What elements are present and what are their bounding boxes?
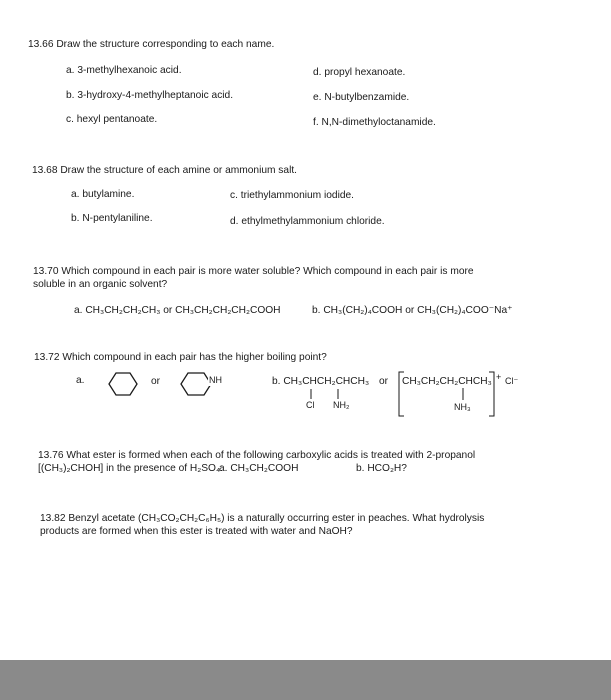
q13-72-or-2: or [379,376,389,387]
q13-70-item-b: b. CH₃(CH₂)₄COOH or CH₃(CH₂)₄COO⁻Na⁺ [312,305,513,316]
q13-72-salt-anion: Cl⁻ [505,376,519,386]
cyclohexane-ring [108,369,138,399]
q13-72-salt-plus: + [496,372,502,382]
q13-72-sub-nh2: NH₂ [333,400,350,410]
q13-76-item-b: b. HCO₂H? [356,463,407,474]
page-footer-band [0,660,611,700]
q13-72-salt-formula: CH₃CH₂CH₂CHCH₃ [402,376,492,387]
q13-82-line1: 13.82 Benzyl acetate (CH₃CO₂CH₂C₆H₅) is a naturally occurring ester in peaches. What hydrolysis [40,513,485,524]
q13-72-salt-nh3: NH₃ [454,402,471,412]
q13-70-item-a: a. CH₃CH₂CH₂CH₃ or CH₃CH₂CH₂CH₂COOH [74,305,281,316]
q13-72-b-formula: b. CH₃CHCH₂CHCH₃ [272,376,370,387]
q13-72-heading: 13.72 Which compound in each pair has the higher boiling point? [34,352,327,363]
q13-66-item-c: c. hexyl pentanoate. [66,114,158,125]
q13-66-item-f: f. N,N-dimethyloctanamide. [313,117,436,128]
q13-66-item-a: a. 3-methylhexanoic acid. [66,65,182,76]
q13-68-item-c: c. triethylammonium iodide. [230,190,354,201]
q13-72-a-label: a. [76,375,85,386]
q13-76-heading-line1: 13.76 What ester is formed when each of the following carboxylic acids is treated with 2-propanol [38,450,476,461]
q13-66-heading: 13.66 Draw the structure corresponding to each name. [28,39,275,50]
q13-68-item-a: a. butylamine. [71,189,135,200]
q13-72-sub-cl: Cl [306,400,315,410]
q13-82-line2: products are formed when this ester is treated with water and NaOH? [40,526,353,537]
q13-68-item-b: b. N-pentylaniline. [71,213,153,224]
q13-68-heading: 13.68 Draw the structure of each amine or ammonium salt. [32,165,297,176]
q13-66-item-b: b. 3-hydroxy-4-methylheptanoic acid. [66,90,234,101]
q13-76-item-a: a. CH₃CH₂COOH [219,463,299,474]
q13-70-heading-line2: soluble in an organic solvent? [33,279,168,290]
q13-72-or-1: or [151,376,161,387]
q13-66-item-e: e. N-butylbenzamide. [313,92,410,103]
q13-70-heading-line1: 13.70 Which compound in each pair is more water soluble? Which compound in each pair is more [33,266,474,277]
q13-68-item-d: d. ethylmethylammonium chloride. [230,216,385,227]
q13-72-nh-label: NH [209,375,222,385]
q13-76-heading-line2: [(CH₃)₂CHOH] in the presence of H₂SO₄: [38,463,223,474]
q13-66-item-d: d. propyl hexanoate. [313,67,406,78]
